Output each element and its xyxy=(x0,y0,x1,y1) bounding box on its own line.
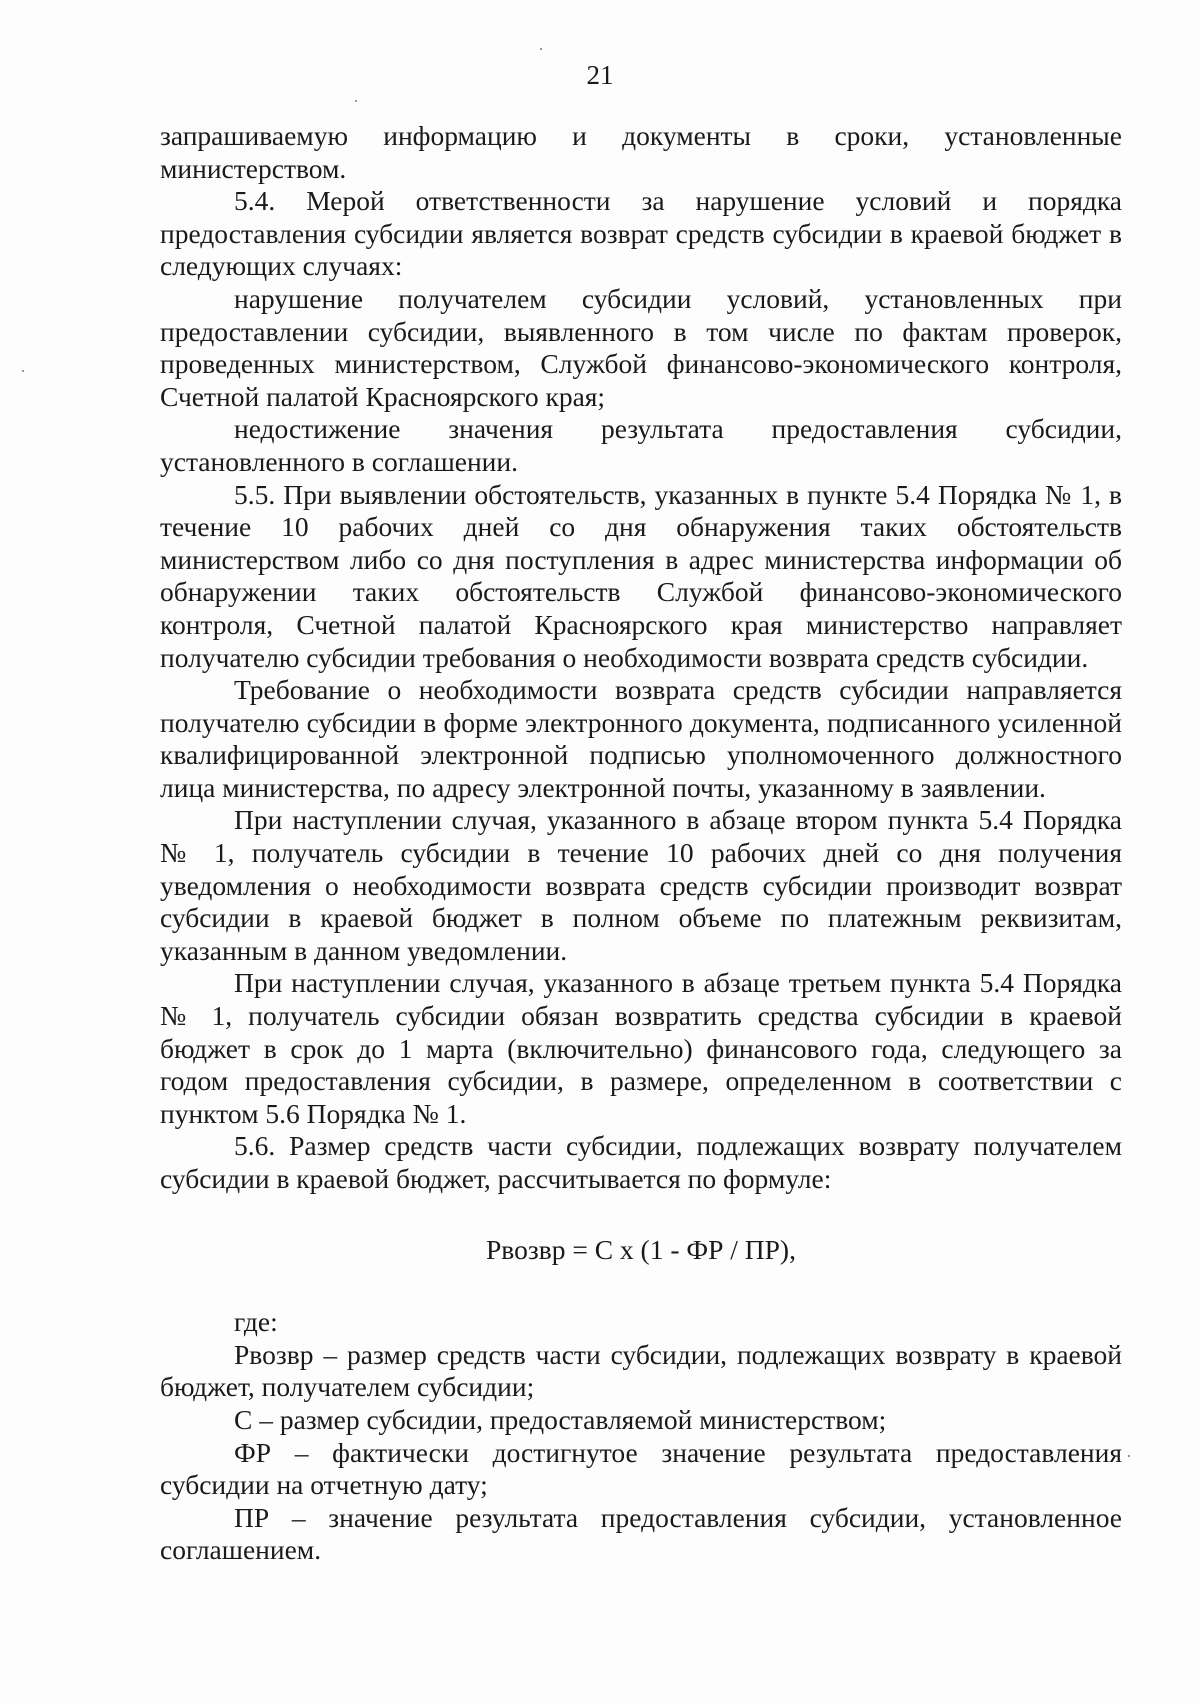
definition-c: С – размер субсидии, предоставляемой министерством; xyxy=(234,1403,887,1435)
paragraph-case-violation: нарушение получателем субсидии условий, установленных при предоставлении субсидии, выявленного в том числе по фактам проверок, проведенных министерством, Службой финансово-экономического контроля, Счетной палатой Красноярского края; xyxy=(160,282,1122,412)
document-body xyxy=(160,120,1122,1567)
definition-rvozvr: Рвозвр – размер средств части субсидии, подлежащих возврату в краевой бюджет, получателем субсидии; xyxy=(160,1338,1122,1403)
paragraph-case-third: При наступлении случая, указанного в абзаце третьем пункта 5.4 Порядка № 1, получатель субсидии обязан возвратить средства субсидии в краевой бюджет в срок до 1 марта (включительно) финансового года, следующего за годом предоставления субсидии, в размере, определенном в соответствии с пунктом 5.6 Порядка № 1. xyxy=(160,967,1122,1129)
scan-speck xyxy=(355,100,357,102)
scan-speck xyxy=(1128,1455,1130,1457)
paragraph-case-nonachievement: недостижение значения результата предоставления субсидии, установленного в соглашении. xyxy=(160,413,1122,477)
scan-speck xyxy=(540,48,542,50)
formula: Рвозвр = С х (1 - ФР / ПР), xyxy=(486,1233,796,1265)
definition-fr: ФР – фактически достигнутое значение результата предоставления субсидии на отчетную дату; xyxy=(160,1436,1122,1501)
paragraph-case-second: При наступлении случая, указанного в абзаце втором пункта 5.4 Порядка № 1, получатель субсидии в течение 10 рабочих дней со дня получения уведомления о необходимости возврата средств субсидии производит возврат субсидии в краевой бюджет в полном объеме по платежным реквизитам, указанным в данном уведомлении. xyxy=(160,804,1122,966)
paragraph-continuation: запрашиваемую информацию и документы в сроки, установленные министерством. xyxy=(160,120,1122,184)
scan-speck xyxy=(22,370,24,372)
page-number: 21 xyxy=(586,60,614,90)
definition-pr: ПР – значение результата предоставления субсидии, установленное соглашением. xyxy=(160,1501,1122,1566)
paragraph-5-4: 5.4. Мерой ответственности за нарушение условий и порядка предоставления субсидии является возврат средств субсидии в краевой бюджет в следующих случаях: xyxy=(160,185,1122,282)
paragraph-requirement: Требование о необходимости возврата средств субсидии направляется получателю субсидии в форме электронного документа, подписанного усиленной квалифицированной электронной подписью уполномоченного должностного лица министерства, по адресу электронной почты, указанному в заявлении. xyxy=(160,674,1122,803)
paragraph-5-5: 5.5. При выявлении обстоятельств, указанных в пункте 5.4 Порядка № 1, в течение 10 рабочих дней со дня обнаружения таких обстоятельств министерством либо со дня поступления в адрес министерства информации об обнаружении таких обстоятельств Службой финансово-экономического контроля, Счетной палатой Красноярского края министерство направляет получателю субсидии требования о необходимости возврата средств субсидии. xyxy=(160,478,1122,673)
paragraph-5-6: 5.6. Размер средств части субсидии, подлежащих возврату получателем субсидии в краевой бюджет, рассчитывается по формуле: xyxy=(160,1130,1122,1194)
definitions-intro: где: xyxy=(234,1306,278,1338)
